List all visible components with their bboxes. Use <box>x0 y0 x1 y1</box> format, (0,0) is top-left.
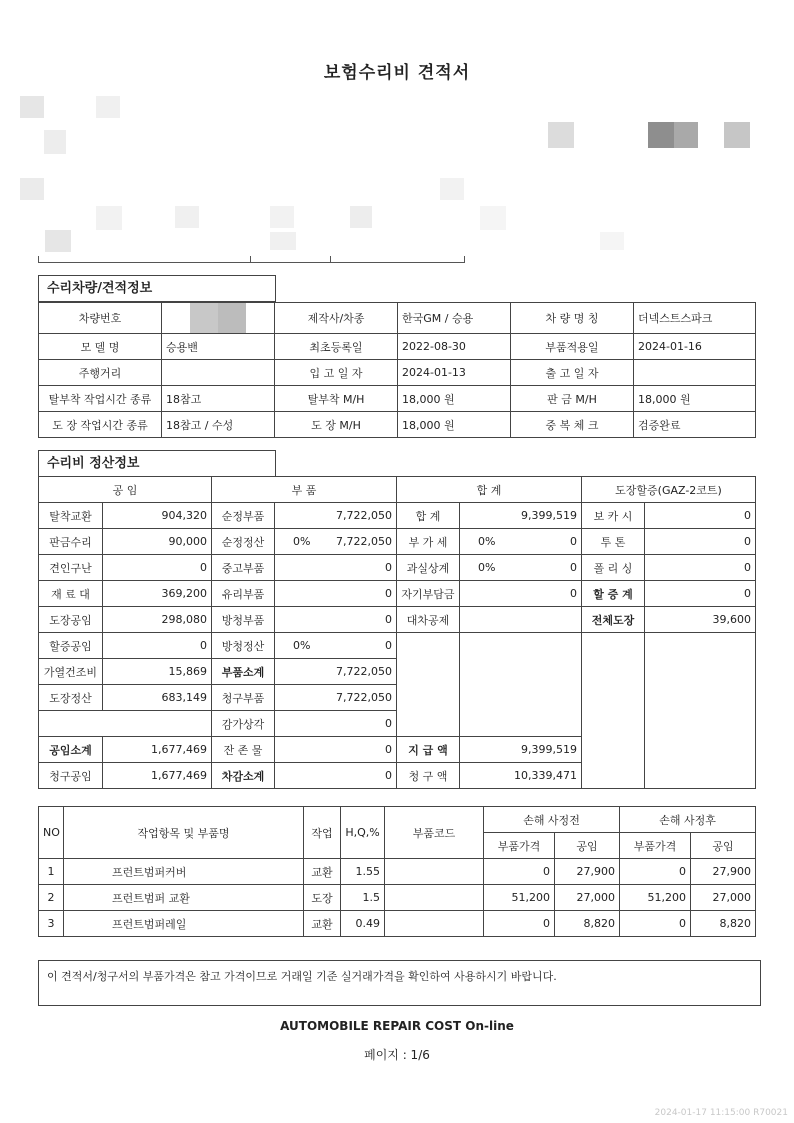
total-label: 과실상계 <box>397 555 460 581</box>
out-date-label: 출 고 일 자 <box>511 360 634 386</box>
item-before-labor: 27,000 <box>555 885 620 911</box>
col-no: NO <box>39 807 64 859</box>
item-code <box>385 859 484 885</box>
parts-label: 순정부품 <box>212 503 275 529</box>
labor-label: 도장공임 <box>39 607 103 633</box>
item-after-labor: 27,900 <box>691 859 756 885</box>
total-value: 10,339,471 <box>460 763 582 789</box>
labor-empty <box>39 711 212 737</box>
col-code: 부품코드 <box>385 807 484 859</box>
sheet-mh-label: 판 금 M/H <box>511 386 634 412</box>
total-label: 청 구 액 <box>397 763 460 789</box>
total-label: 부 가 세 <box>397 529 460 555</box>
mileage-label: 주행거리 <box>39 360 162 386</box>
first-reg-label: 최초등록일 <box>275 334 398 360</box>
item-hq: 1.5 <box>341 885 385 911</box>
parts-value: 0 <box>275 607 397 633</box>
parts-pct: 0% <box>293 639 311 652</box>
item-before-part: 51,200 <box>484 885 555 911</box>
header-parts: 부 품 <box>212 477 397 503</box>
total-pct: 0% <box>460 555 514 581</box>
parts-label: 청구부품 <box>212 685 275 711</box>
paint-empty <box>645 633 756 789</box>
labor-value: 369,200 <box>103 581 212 607</box>
settlement-table <box>38 476 756 789</box>
paint-label: 투 톤 <box>582 529 645 555</box>
labor-label: 탈착교환 <box>39 503 103 529</box>
paint-label: 할 증 계 <box>582 581 645 607</box>
item-name: 프런트범퍼 교환 <box>64 885 304 911</box>
col-after-part: 부품가격 <box>620 833 691 859</box>
maker-value: 한국GM / 승용 <box>398 303 511 334</box>
labor-label: 공임소계 <box>39 737 103 763</box>
total-value: 0 <box>514 555 582 581</box>
paint-type-value: 18참고 / 수성 <box>162 412 275 438</box>
parts-label: 차감소계 <box>212 763 275 789</box>
labor-label: 판금수리 <box>39 529 103 555</box>
total-label: 대차공제 <box>397 607 460 633</box>
parts-label: 방청정산 <box>212 633 275 659</box>
labor-value: 0 <box>103 633 212 659</box>
total-empty <box>397 633 460 737</box>
col-before: 손해 사정전 <box>484 807 620 833</box>
total-label: 자기부담금 <box>397 581 460 607</box>
col-before-labor: 공임 <box>555 833 620 859</box>
labor-value: 0 <box>103 555 212 581</box>
item-work: 교환 <box>304 911 341 937</box>
labor-value: 683,149 <box>103 685 212 711</box>
car-name-label: 차 량 명 칭 <box>511 303 634 334</box>
paint-empty <box>582 633 645 789</box>
settlement-row <box>39 503 756 529</box>
item-name: 프런트범퍼레일 <box>64 911 304 937</box>
detach-mh-label: 탈부착 M/H <box>275 386 398 412</box>
paint-value: 0 <box>645 529 756 555</box>
vehicle-info-table <box>38 302 756 438</box>
plate-label: 차량번호 <box>39 303 162 334</box>
item-no: 2 <box>39 885 64 911</box>
total-label: 합 계 <box>397 503 460 529</box>
settlement-row <box>39 581 756 607</box>
price-notice: 이 견적서/청구서의 부품가격은 참고 가격이므로 거래일 기준 실거래가격을 확인하여 사용하시기 바랍니다. <box>38 960 761 1006</box>
sheet-mh-value: 18,000 원 <box>634 386 756 412</box>
vehicle-info-title: 수리차량/견적정보 <box>38 275 276 302</box>
settlement-row <box>39 607 756 633</box>
item-after-labor: 8,820 <box>691 911 756 937</box>
footer-title: AUTOMOBILE REPAIR COST On-line <box>280 1019 514 1033</box>
parts-apply-value: 2024-01-16 <box>634 334 756 360</box>
first-reg-value: 2022-08-30 <box>398 334 511 360</box>
paint-type-label: 도 장 작업시간 종류 <box>39 412 162 438</box>
header-labor: 공 임 <box>39 477 212 503</box>
col-after-labor: 공임 <box>691 833 756 859</box>
detach-type-value: 18참고 <box>162 386 275 412</box>
total-empty <box>460 607 582 633</box>
in-date-value: 2024-01-13 <box>398 360 511 386</box>
settlement-row <box>39 633 756 659</box>
item-after-part: 0 <box>620 911 691 937</box>
settlement-row <box>39 529 756 555</box>
page-indicator: 페이지 : 1/6 <box>364 1048 430 1062</box>
col-hq: H,Q,% <box>341 807 385 859</box>
item-work: 도장 <box>304 885 341 911</box>
work-item-row <box>39 885 756 911</box>
col-after: 손해 사정후 <box>620 807 756 833</box>
parts-label: 순정정산 <box>212 529 275 555</box>
labor-label: 도장정산 <box>39 685 103 711</box>
parts-value: 0 <box>275 555 397 581</box>
paint-label: 폴 리 싱 <box>582 555 645 581</box>
labor-label: 재 료 대 <box>39 581 103 607</box>
labor-value: 15,869 <box>103 659 212 685</box>
item-after-part: 51,200 <box>620 885 691 911</box>
paint-value: 0 <box>645 581 756 607</box>
in-date-label: 입 고 일 자 <box>275 360 398 386</box>
work-items-table <box>38 806 756 937</box>
paint-value: 0 <box>645 555 756 581</box>
parts-value: 7,722,050 <box>275 503 397 529</box>
parts-value: 0 <box>275 737 397 763</box>
parts-label: 유리부품 <box>212 581 275 607</box>
labor-label: 청구공임 <box>39 763 103 789</box>
document-title: 보험수리비 견적서 <box>323 63 471 83</box>
parts-value: 7,722,050 <box>275 685 397 711</box>
model-value: 승용밴 <box>162 334 275 360</box>
parts-value: 7,722,050 <box>329 529 397 555</box>
parts-label: 감가상각 <box>212 711 275 737</box>
model-label: 모 델 명 <box>39 334 162 360</box>
total-value: 9,399,519 <box>460 737 582 763</box>
parts-label: 중고부품 <box>212 555 275 581</box>
labor-label: 할증공임 <box>39 633 103 659</box>
item-before-part: 0 <box>484 911 555 937</box>
total-label: 지 급 액 <box>397 737 460 763</box>
item-no: 1 <box>39 859 64 885</box>
mileage-value <box>162 360 275 386</box>
maker-label: 제작사/차종 <box>275 303 398 334</box>
col-work: 작업 <box>304 807 341 859</box>
dup-check-label: 중 복 체 크 <box>511 412 634 438</box>
item-code <box>385 885 484 911</box>
work-item-row <box>39 859 756 885</box>
parts-label: 부품소계 <box>212 659 275 685</box>
paint-value: 39,600 <box>645 607 756 633</box>
parts-value: 0 <box>275 581 397 607</box>
detach-type-label: 탈부착 작업시간 종류 <box>39 386 162 412</box>
total-empty <box>460 633 582 737</box>
parts-pct: 0% <box>293 535 311 548</box>
item-hq: 1.55 <box>341 859 385 885</box>
col-item: 작업항목 및 부품명 <box>64 807 304 859</box>
item-code <box>385 911 484 937</box>
total-value: 9,399,519 <box>460 503 582 529</box>
dup-check-value: 검증완료 <box>634 412 756 438</box>
parts-label: 잔 존 물 <box>212 737 275 763</box>
item-no: 3 <box>39 911 64 937</box>
item-before-part: 0 <box>484 859 555 885</box>
parts-value: 7,722,050 <box>275 659 397 685</box>
print-timestamp: 2024-01-17 11:15:00 R70021 <box>654 1108 788 1118</box>
detach-mh-value: 18,000 원 <box>398 386 511 412</box>
labor-value: 298,080 <box>103 607 212 633</box>
paint-mh-value: 18,000 원 <box>398 412 511 438</box>
item-before-labor: 8,820 <box>555 911 620 937</box>
labor-value: 1,677,469 <box>103 763 212 789</box>
paint-value: 0 <box>645 503 756 529</box>
work-item-row <box>39 911 756 937</box>
item-name: 프런트범퍼커버 <box>64 859 304 885</box>
settlement-title: 수리비 정산정보 <box>38 450 276 477</box>
item-before-labor: 27,900 <box>555 859 620 885</box>
item-after-labor: 27,000 <box>691 885 756 911</box>
item-hq: 0.49 <box>341 911 385 937</box>
labor-label: 가열건조비 <box>39 659 103 685</box>
labor-label: 견인구난 <box>39 555 103 581</box>
header-total: 합 계 <box>397 477 582 503</box>
plate-value-redacted <box>162 303 275 334</box>
total-pct: 0% <box>460 529 514 555</box>
total-value: 0 <box>460 581 582 607</box>
parts-value: 0 <box>275 711 397 737</box>
labor-value: 90,000 <box>103 529 212 555</box>
paint-label: 보 카 시 <box>582 503 645 529</box>
out-date-value <box>634 360 756 386</box>
parts-apply-label: 부품적용일 <box>511 334 634 360</box>
col-before-part: 부품가격 <box>484 833 555 859</box>
item-work: 교환 <box>304 859 341 885</box>
parts-label: 방청부품 <box>212 607 275 633</box>
labor-value: 1,677,469 <box>103 737 212 763</box>
car-name-value: 더넥스트스파크 <box>634 303 756 334</box>
paint-mh-label: 도 장 M/H <box>275 412 398 438</box>
labor-value: 904,320 <box>103 503 212 529</box>
header-paint: 도장할증(GAZ-2코트) <box>582 477 756 503</box>
settlement-row <box>39 555 756 581</box>
parts-value: 0 <box>275 763 397 789</box>
total-value: 0 <box>514 529 582 555</box>
parts-value: 0 <box>329 633 397 659</box>
item-after-part: 0 <box>620 859 691 885</box>
paint-label: 전체도장 <box>582 607 645 633</box>
